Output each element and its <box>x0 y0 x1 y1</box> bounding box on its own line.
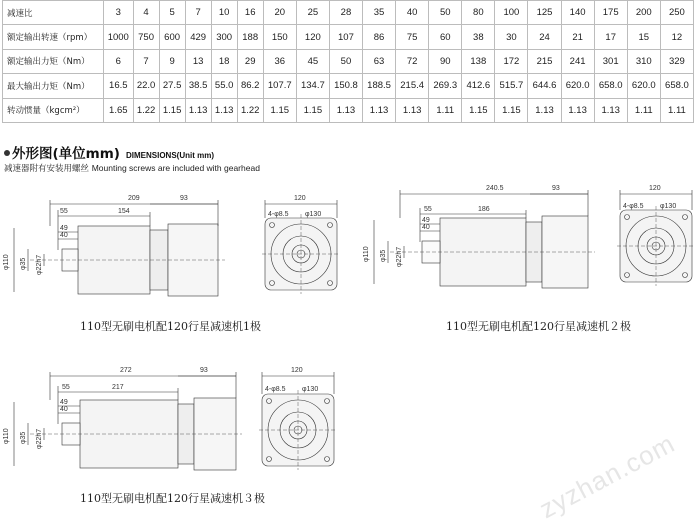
spec-cell: 620.0 <box>561 74 594 98</box>
dim-body: 186 <box>478 206 490 213</box>
spec-cell: 35 <box>363 1 396 25</box>
spec-cell: 28 <box>329 1 362 25</box>
spec-cell: 90 <box>429 49 462 73</box>
spec-cell: 125 <box>528 1 561 25</box>
spec-cell: 25 <box>296 1 329 25</box>
spec-cell: 7 <box>185 1 211 25</box>
spec-row <box>3 1 694 25</box>
spec-cell: 17 <box>594 25 627 49</box>
spec-cell: 75 <box>396 25 429 49</box>
spec-cell: 9 <box>159 49 185 73</box>
spec-cell: 20 <box>263 1 296 25</box>
drawing-stage-2 <box>350 180 700 304</box>
dim-pcd: φ130 <box>305 211 322 218</box>
spec-cell: 120 <box>296 25 329 49</box>
spec-cell: 1.22 <box>133 98 159 122</box>
spec-cell: 1.15 <box>495 98 528 122</box>
spec-cell: 150.8 <box>329 74 362 98</box>
spec-cell: 55.0 <box>211 74 237 98</box>
spec-cell: 12 <box>660 25 693 49</box>
spec-cell: 1.13 <box>396 98 429 122</box>
dim-40: 40 <box>60 232 68 239</box>
dim-flange: 120 <box>294 195 306 202</box>
spec-cell: 241 <box>561 49 594 73</box>
spec-cell: 1.15 <box>159 98 185 122</box>
spec-cell: 6 <box>104 49 134 73</box>
spec-row <box>3 49 694 73</box>
spec-cell: 21 <box>561 25 594 49</box>
spec-row <box>3 98 694 122</box>
spec-cell: 27.5 <box>159 74 185 98</box>
dim-body: 217 <box>112 384 124 391</box>
dim-motor: 93 <box>180 195 188 202</box>
spec-cell: 750 <box>133 25 159 49</box>
caption-stage-1: 110型无刷电机配120行星减速机1极 <box>80 320 261 333</box>
spec-row-label: 额定输出转速（rpm） <box>3 25 104 49</box>
spec-cell: 1.11 <box>429 98 462 122</box>
dim-55: 55 <box>62 384 70 391</box>
dim-49: 49 <box>60 399 68 406</box>
spec-cell: 16.5 <box>104 74 134 98</box>
spec-cell: 63 <box>363 49 396 73</box>
spec-cell: 1.13 <box>363 98 396 122</box>
spec-cell: 1.13 <box>561 98 594 122</box>
spec-cell: 3 <box>104 1 134 25</box>
dim-bolt: 4-φ8.5 <box>265 386 286 393</box>
spec-cell: 36 <box>263 49 296 73</box>
spec-cell: 600 <box>159 25 185 49</box>
dim-shaft: φ22h7 <box>36 428 43 449</box>
spec-cell: 15 <box>627 25 660 49</box>
dim-body: 154 <box>118 208 130 215</box>
spec-cell: 138 <box>462 49 495 73</box>
section-subtitle <box>4 162 260 174</box>
spec-row-label: 转动惯量（kgcm²） <box>3 98 104 122</box>
spec-cell: 1.13 <box>211 98 237 122</box>
spec-cell: 1.15 <box>462 98 495 122</box>
dim-dia110: φ110 <box>3 428 10 444</box>
dim-bolt: 4-φ8.5 <box>268 211 289 218</box>
spec-row-label: 减速比 <box>3 1 104 25</box>
spec-cell: 5 <box>159 1 185 25</box>
spec-cell: 1.22 <box>237 98 263 122</box>
spec-cell: 620.0 <box>627 74 660 98</box>
spec-cell: 22.0 <box>133 74 159 98</box>
caption-stage-2: 110型无刷电机配120行星减速机２极 <box>446 320 631 333</box>
spec-cell: 172 <box>495 49 528 73</box>
dim-total: 240.5 <box>486 185 504 192</box>
spec-cell: 134.7 <box>296 74 329 98</box>
bullet-icon <box>4 150 10 156</box>
spec-cell: 188.5 <box>363 74 396 98</box>
spec-row-label: 额定输出力矩（Nm） <box>3 49 104 73</box>
spec-cell: 7 <box>133 49 159 73</box>
spec-cell: 215 <box>528 49 561 73</box>
spec-cell: 29 <box>237 49 263 73</box>
spec-cell: 30 <box>495 25 528 49</box>
spec-cell: 1.65 <box>104 98 134 122</box>
spec-cell: 188 <box>237 25 263 49</box>
spec-cell: 107.7 <box>263 74 296 98</box>
spec-cell: 250 <box>660 1 693 25</box>
spec-cell: 1.11 <box>627 98 660 122</box>
spec-cell: 515.7 <box>495 74 528 98</box>
dim-49: 49 <box>60 225 68 232</box>
spec-cell: 50 <box>429 1 462 25</box>
watermark: zyzhan.com <box>534 427 681 525</box>
spec-cell: 658.0 <box>594 74 627 98</box>
spec-table <box>2 0 694 123</box>
spec-cell: 60 <box>429 25 462 49</box>
spec-cell: 13 <box>185 49 211 73</box>
section-title-en: DIMENSIONS(Unit mm) <box>125 151 214 160</box>
dim-dia35: φ35 <box>380 249 387 262</box>
spec-cell: 100 <box>495 1 528 25</box>
spec-cell: 1.11 <box>660 98 693 122</box>
dim-dia35: φ35 <box>20 431 27 444</box>
dim-bolt: 4-φ8.5 <box>623 203 644 210</box>
spec-cell: 86 <box>363 25 396 49</box>
spec-cell: 329 <box>660 49 693 73</box>
dim-40: 40 <box>60 406 68 413</box>
spec-cell: 269.3 <box>429 74 462 98</box>
spec-cell: 1.15 <box>296 98 329 122</box>
spec-cell: 150 <box>263 25 296 49</box>
spec-cell: 4 <box>133 1 159 25</box>
spec-cell: 1.13 <box>329 98 362 122</box>
spec-cell: 18 <box>211 49 237 73</box>
dim-total: 209 <box>128 195 140 202</box>
dim-40: 40 <box>422 224 430 231</box>
dim-pcd: φ130 <box>660 203 677 210</box>
spec-cell: 50 <box>329 49 362 73</box>
spec-cell: 412.6 <box>462 74 495 98</box>
dim-dia110: φ110 <box>3 254 10 270</box>
dim-flange: 120 <box>291 367 303 374</box>
section-title-cn: 外形图(单位mm) <box>12 146 120 162</box>
spec-cell: 40 <box>396 1 429 25</box>
spec-cell: 16 <box>237 1 263 25</box>
spec-row <box>3 74 694 98</box>
caption-stage-3: 110型无刷电机配120行星减速机３极 <box>80 492 265 505</box>
spec-cell: 107 <box>329 25 362 49</box>
spec-cell: 301 <box>594 49 627 73</box>
spec-cell: 140 <box>561 1 594 25</box>
dim-55: 55 <box>424 206 432 213</box>
spec-cell: 175 <box>594 1 627 25</box>
spec-cell: 45 <box>296 49 329 73</box>
spec-cell: 300 <box>211 25 237 49</box>
dim-dia35: φ35 <box>20 257 27 270</box>
spec-cell: 1000 <box>104 25 134 49</box>
dim-flange: 120 <box>649 185 661 192</box>
spec-cell: 1.13 <box>594 98 627 122</box>
spec-cell: 24 <box>528 25 561 49</box>
spec-cell: 200 <box>627 1 660 25</box>
dim-pcd: φ130 <box>302 386 319 393</box>
dim-total: 272 <box>120 367 132 374</box>
dim-motor: 93 <box>552 185 560 192</box>
drawing-stage-1 <box>0 180 350 304</box>
dim-shaft: φ22h7 <box>36 254 43 275</box>
dim-49: 49 <box>422 217 430 224</box>
dim-55: 55 <box>60 208 68 215</box>
section-subtitle-cn: 减速器附有安装用螺丝 <box>4 164 90 174</box>
spec-cell: 429 <box>185 25 211 49</box>
spec-cell: 72 <box>396 49 429 73</box>
dim-shaft: φ22h7 <box>396 246 403 267</box>
spec-cell: 80 <box>462 1 495 25</box>
spec-cell: 310 <box>627 49 660 73</box>
spec-row-label: 最大输出力矩（Nm） <box>3 74 104 98</box>
spec-cell: 1.13 <box>185 98 211 122</box>
spec-cell: 644.6 <box>528 74 561 98</box>
dim-dia110: φ110 <box>363 246 370 262</box>
section-subtitle-en: Mounting screws are included with gearhead <box>91 163 260 173</box>
drawing-stage-3 <box>0 362 350 486</box>
spec-cell: 1.15 <box>263 98 296 122</box>
dim-motor: 93 <box>200 367 208 374</box>
spec-cell: 86.2 <box>237 74 263 98</box>
spec-row <box>3 25 694 49</box>
spec-cell: 658.0 <box>660 74 693 98</box>
spec-cell: 38.5 <box>185 74 211 98</box>
spec-cell: 10 <box>211 1 237 25</box>
spec-cell: 215.4 <box>396 74 429 98</box>
section-title <box>4 142 214 162</box>
spec-cell: 1.13 <box>528 98 561 122</box>
spec-cell: 38 <box>462 25 495 49</box>
